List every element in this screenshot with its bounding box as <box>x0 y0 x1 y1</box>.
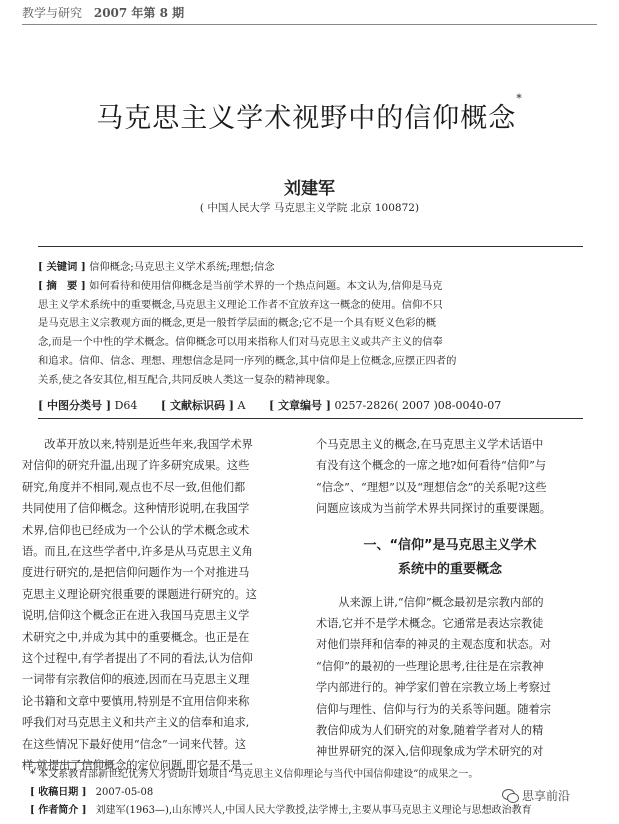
bio-value: 刘建军(1963—),山东博兴人,中国人民大学教授,法学博士,主要从事马克思主义理论与思想政治教育 <box>95 805 532 816</box>
watermark-text: 思享前沿 <box>522 789 571 803</box>
body-line: 语。而且,在这些学者中,许多是从马克思主义角 <box>22 545 253 559</box>
bio-label: [ 作者简介 ] <box>30 805 87 816</box>
section-spacer <box>316 582 584 592</box>
funding-note: * 本文系教育部新世纪优秀人才资助计划项目“马克思主义信仰理论与当代中国信仰建设”的成果之一。 <box>30 769 479 780</box>
issue-number: 2007 年第 8 期 <box>93 6 185 20</box>
clc-code: [ 中图分类号 ] D64 <box>38 399 138 412</box>
body-line: 术研究之中,并成为其中的重要概念。也正是在 <box>22 630 250 644</box>
body-line: 这个过程中,有学者提出了不同的看法,认为信仰 <box>22 652 253 666</box>
body-line: 对他们崇拜和信奉的神灵的主观态度和状态。对 <box>316 638 551 652</box>
body-line: 教信仰成为人们研究的对象,随着学者对人的精 <box>316 724 544 738</box>
abstract-label: [ 摘 要 ] <box>38 279 86 292</box>
running-header <box>22 4 597 25</box>
author-bio <box>30 802 605 820</box>
keywords-line <box>38 258 583 277</box>
body-line: 说明,信仰这个概念正在进入我国马克思主义学 <box>22 609 250 623</box>
received-label: [ 收稿日期 ] <box>30 787 87 798</box>
body-line: 呼我们对马克思主义和共产主义的信奉和追求, <box>22 716 250 730</box>
body-line: 在这些情况下最好使用“信念”一词来代替。这 <box>22 737 247 751</box>
body-column-right <box>316 434 584 763</box>
wechat-icon <box>502 789 518 802</box>
body-line: 样,就提出了信仰概念的定位问题,即它是不是一 <box>22 759 253 773</box>
abstract-bottom-rule <box>38 418 583 419</box>
body-line: 问题应该成为当前学术界共同探讨的重要课题。 <box>316 502 551 516</box>
abstract-block <box>38 258 583 390</box>
body-line: 共同使用了信仰概念。这种情形说明,在我国学 <box>22 502 250 516</box>
body-line: 信仰与理性、信仰与行为的关系等问题。随着宗 <box>316 702 551 716</box>
keywords-text: 信仰概念;马克思主义学术系统;理想;信念 <box>89 261 275 273</box>
journal-name: 教学与研究 <box>22 6 83 20</box>
body-line: 术界,信仰也已经成为一个公认的学术概念或术 <box>22 523 250 537</box>
article-number: [ 文章编号 ] 0257-2826( 2007 )08-0040-07 <box>268 399 502 412</box>
abstract-text-line: 如何看待和使用信仰概念是当前学术界的一个热点问题。本文认为,信仰是马克 <box>89 279 443 292</box>
abstract-text-line: 念,而是一个中性的学术概念。信仰概念可以用来指称人们对马克思主义或共产主义的信奉 <box>38 336 443 349</box>
abstract-text-line: 和追求。信仰、信念、理想、理想信念是同一序列的概念,其中信仰是上位概念,应摆正四者的 <box>38 354 457 367</box>
body-line: 对信仰的研究升温,出现了许多研究成果。这些 <box>22 459 250 473</box>
received-value: 2007-05-08 <box>95 787 154 798</box>
abstract-text-line: 关系,使之各安其位,相互配合,共同反映人类这一复杂的精神现象。 <box>38 373 337 386</box>
body-line: 从来源上讲,“信仰”概念最初是宗教内部的 <box>316 595 544 609</box>
article-title <box>0 92 619 135</box>
body-line: 学内部进行的。神学家们曾在宗教立场上考察过 <box>316 681 551 695</box>
body-line: 神世界研究的深入,信仰现象成为学术研究的对 <box>316 745 544 759</box>
body-line: 度进行研究的,是把信仰问题作为一个对推进马 <box>22 566 250 580</box>
body-column-left <box>22 434 290 777</box>
body-line: 术语,它并不是学术概念。它通常是表达宗教徒 <box>316 617 544 631</box>
body-line: 论书籍和文章中要慎用,特别是不宜用信仰来称 <box>22 694 250 708</box>
article-title-text: 马克思主义学术视野中的信仰概念 <box>96 103 517 134</box>
body-line: 有没有这个概念的一席之地?如何看待“信仰”与 <box>316 459 547 473</box>
body-line: 研究,角度并不相同,观点也不尽一致,但他们都 <box>22 480 246 494</box>
author-name: 刘建军 <box>284 179 335 199</box>
body-line: 个马克思主义的概念,在马克思主义学术话语中 <box>316 438 544 451</box>
body-line: 克思主义理论研究很重要的课题进行研究的。这 <box>22 587 257 601</box>
section-heading-line: 一、“信仰”是马克思主义学术 <box>363 537 537 553</box>
abstract-top-rule <box>38 246 583 247</box>
footnote-rule <box>22 762 112 763</box>
keywords-label: [ 关键词 ] <box>38 261 86 273</box>
section-heading-line: 系统中的重要概念 <box>397 561 502 577</box>
document-code: [ 文献标识码 ] A <box>160 399 246 412</box>
abstract-text-line: 是马克思主义宗教观方面的概念,更是一般哲学层面的概念;它不是一个具有贬义色彩的概 <box>38 317 437 330</box>
abstract-line <box>38 277 583 296</box>
body-line: 改革开放以来,特别是近些年来,我国学术界 <box>22 438 253 451</box>
body-line: “信念”、“理想”以及“理想信念”的关系呢?这些 <box>316 480 547 494</box>
title-footnote-mark: * <box>516 92 523 105</box>
author-affiliation: ( 中国人民大学 马克思主义学院 北京 100872) <box>199 202 420 214</box>
body-line: “信仰”的最初的一些理论思考,往往是在宗教神 <box>316 659 544 673</box>
abstract-text-line: 思主义学术系统中的重要概念,马克思主义理论工作者不宜放弃这一概念的使用。信仰不只 <box>38 298 443 311</box>
watermark <box>502 787 570 804</box>
section-spacer <box>316 520 584 534</box>
body-line: 一词带有宗教信仰的痕迹,因而在马克思主义理 <box>22 673 250 687</box>
section-heading <box>316 534 584 582</box>
classification-row <box>38 397 583 413</box>
